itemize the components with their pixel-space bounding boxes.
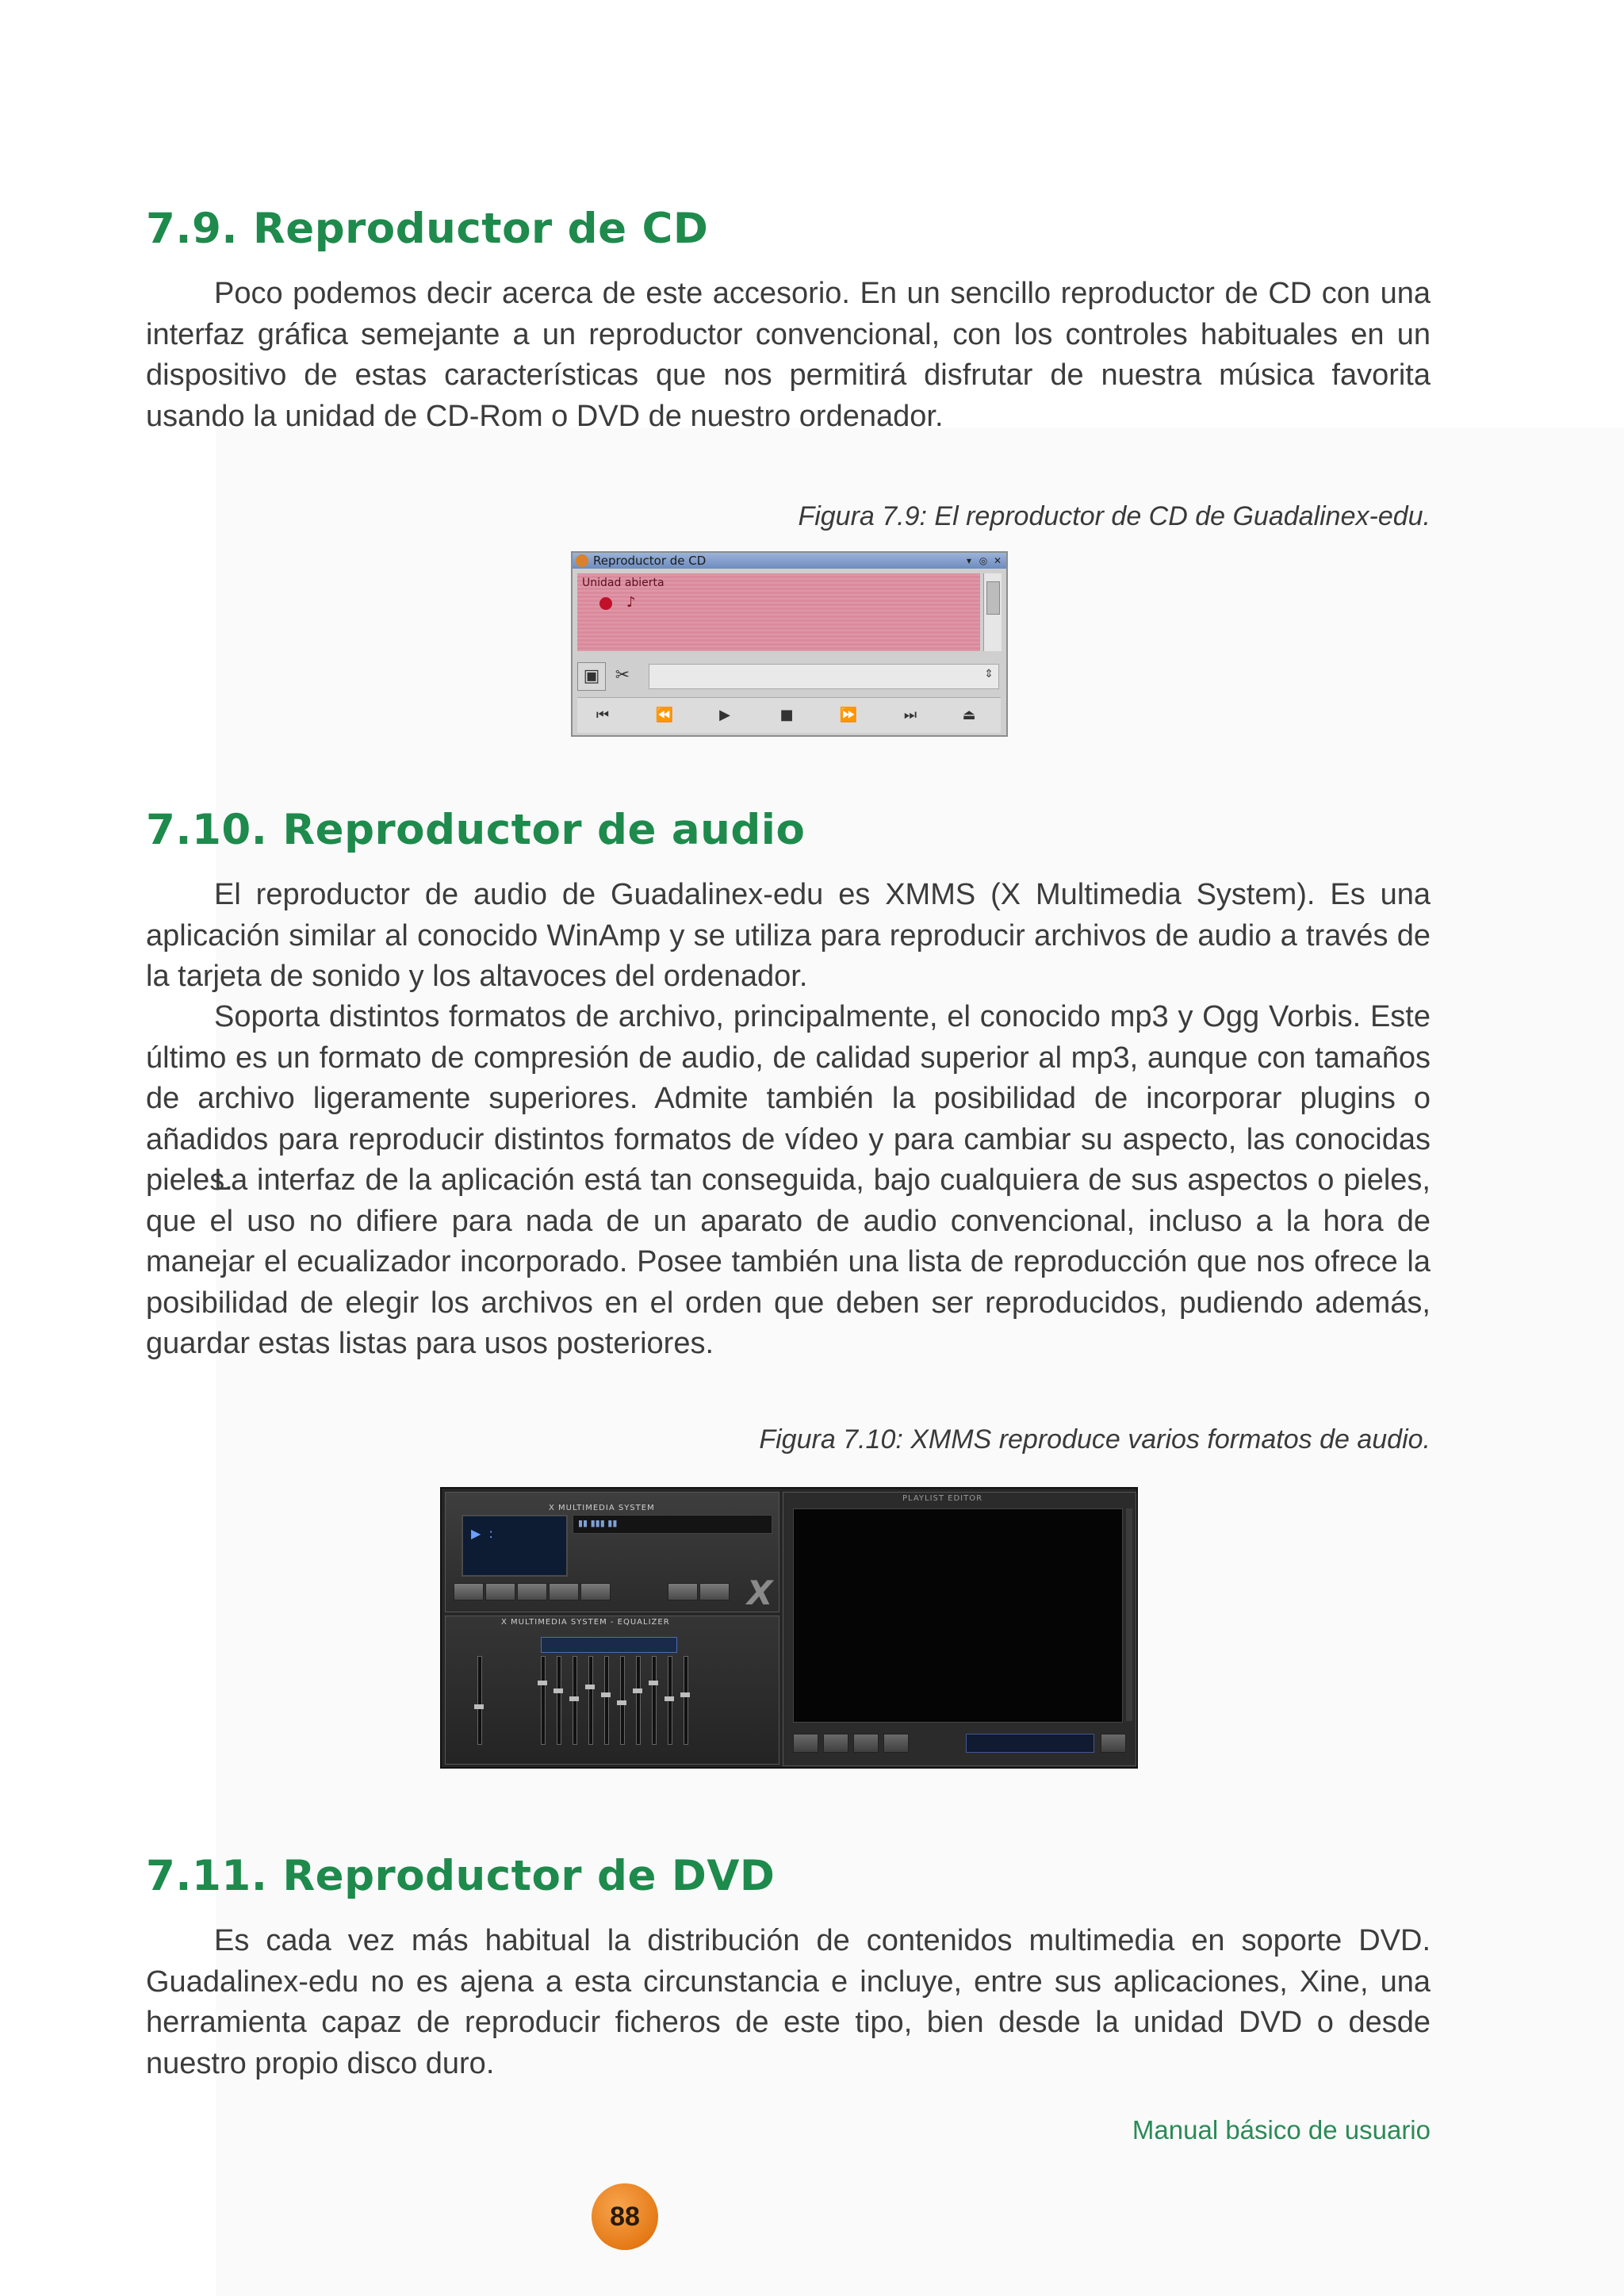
- fast-forward-icon: ⏩: [839, 707, 858, 723]
- section-heading-7-9: 7.9. Reproductor de CD: [146, 205, 709, 253]
- paragraph-7-11: [146, 1921, 1431, 2084]
- close-icon: ✕: [993, 555, 1002, 566]
- paragraph-text: Es cada vez más habitual la distribución de contenidos multimedia en soporte DVD. Guadalinex-edu no es ajena a esta circunstancia e incluye, entre sus aplicaciones, Xine, una herramienta capaz de reproducir ficheros de este tipo, bien desde la unidad DVD o desde nuestro propio disco duro.: [146, 1924, 1431, 2080]
- paragraph-text: Poco podemos decir acerca de este accesorio. En un sencillo reproductor de CD con una interfaz gráfica semejante a un reproductor convencional, con los controles habituales en un dispositivo de estas características que nos permitirá disfrutar de nuestra música favorita usando la unidad de CD-Rom o DVD de nuestro ordenador.: [146, 277, 1431, 433]
- xmms-equalizer: [445, 1616, 779, 1765]
- tools-icon: ✂: [615, 665, 630, 685]
- cd-transport-controls: [577, 697, 1001, 733]
- xmms-song-ticker: ▮▮ ▮▮▮ ▮▮: [573, 1515, 772, 1534]
- cd-app-icon: [576, 554, 588, 567]
- window-titlebar: [573, 553, 1006, 569]
- display-scrollbar: [983, 573, 1002, 651]
- maximize-icon: ◎: [979, 555, 988, 566]
- playlist-scrollbar: [1126, 1508, 1132, 1721]
- xmms-main-title: X MULTIMEDIA SYSTEM: [549, 1504, 655, 1512]
- playlist-area: [793, 1508, 1123, 1723]
- xmms-equalizer-title: X MULTIMEDIA SYSTEM - EQUALIZER: [501, 1618, 670, 1627]
- figure-caption-7-10: Figura 7.10: XMMS reproduce varios formatos de audio.: [759, 1424, 1431, 1455]
- xmms-screenshot: [440, 1487, 1138, 1769]
- record-indicator-icon: [599, 597, 612, 610]
- paragraph-text: El reproductor de audio de Guadalinex-edu es XMMS (X Multimedia System). Es una aplicación similar al conocido WinAmp y se utiliza para reproducir archivos de audio a través de la tarjeta de sonido y los altavoces del ordenador.: [146, 878, 1431, 993]
- rewind-icon: ⏪: [655, 707, 674, 723]
- xmms-time-display: ▶ :: [462, 1515, 568, 1577]
- stop-icon: ■: [779, 707, 794, 723]
- page-number-badge: 88: [592, 2183, 658, 2250]
- previous-track-icon: ⏮: [596, 707, 610, 723]
- xmms-logo-icon: X: [747, 1573, 773, 1612]
- section-heading-7-11: 7.11. Reproductor de DVD: [146, 1852, 776, 1900]
- track-combo: ⇕: [649, 664, 999, 689]
- paragraph-text: Soporta distintos formatos de archivo, principalmente, el conocido mp3 y Ogg Vorbis. Este último es un formato de compresión de audio, de calidad superior al mp3, aunque con tamaños de archivo ligeramente superiores. Admite también la posibilidad de incorporar plugins o añadidos para reproducir distintos formatos de vídeo y para cambiar su aspecto, las conocidas pieles.: [146, 1000, 1431, 1197]
- footer-manual-title: Manual básico de usuario: [1132, 2115, 1431, 2145]
- minimize-icon: ▾: [966, 555, 972, 566]
- equalizer-graph: [541, 1637, 677, 1653]
- window-title: Reproductor de CD: [593, 554, 707, 568]
- music-note-icon: ♪: [626, 594, 636, 611]
- cd-status-text: Unidad abierta: [582, 577, 665, 589]
- cd-display: [577, 573, 980, 651]
- paragraph-7-9: [146, 274, 1431, 437]
- next-track-icon: ⏭: [903, 707, 917, 723]
- cd-toolbar: [577, 661, 1001, 692]
- playlist-info-display: [966, 1734, 1094, 1753]
- paragraph-text: La interfaz de la aplicación está tan conseguida, bajo cualquiera de sus aspectos o pieles, que el uso no difiere para nada de un aparato de audio convencional, incluso a la hora de manejar el ecualizador incorporado. Posee también una lista de reproducción que nos ofrece la posibilidad de elegir los archivos en el orden que deben ser reproducidos, pudiendo además, guardar estas listas para usos posteriores.: [146, 1163, 1431, 1360]
- xmms-main-window: [445, 1492, 779, 1612]
- figure-caption-7-9: Figura 7.9: El reproductor de CD de Guadalinex-edu.: [798, 501, 1431, 531]
- cd-player-screenshot: [571, 551, 1008, 737]
- xmms-playlist-title: PLAYLIST EDITOR: [902, 1494, 983, 1503]
- eject-tray-icon: ▣: [577, 662, 606, 691]
- play-icon: ▶: [719, 707, 730, 723]
- paragraph-7-10-c: [146, 1160, 1431, 1365]
- xmms-playlist-editor: [783, 1492, 1136, 1766]
- eject-icon: ⏏: [962, 707, 976, 723]
- section-heading-7-10: 7.10. Reproductor de audio: [146, 806, 806, 854]
- paragraph-7-10-a: [146, 875, 1431, 998]
